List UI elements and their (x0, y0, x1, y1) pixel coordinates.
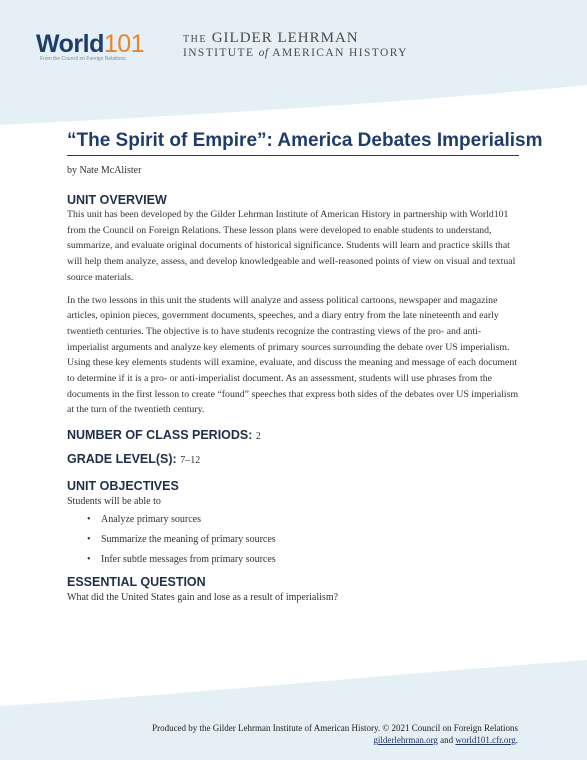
unit-objectives-intro: Students will be able to (67, 496, 161, 508)
objectives-list (67, 515, 522, 565)
unit-objectives-heading: UNIT OBJECTIVES (67, 479, 179, 494)
grade-levels-line (67, 452, 522, 466)
gilder-logo-american-history: AMERICAN HISTORY (272, 47, 408, 59)
footer-links (152, 734, 518, 746)
objective-text: Infer subtle messages from primary sources (101, 554, 276, 566)
objective-item (67, 515, 522, 525)
unit-overview-paragraph-1: This unit has been developed by the Gilder Lehrman Institute of American History in partnership with World101 from the Council on Foreign Relations. These lesson plans were developed to enable students to understand, summarize, and evaluate original documents of historical significance. Students will learn and practice skills that will help them analyze, assess, and develop knowledgeable and well-reasoned points of view on visual and textual source materials. (67, 209, 516, 283)
bullet-icon: • (87, 514, 91, 526)
gilder-lehrman-logo (183, 30, 408, 59)
objective-text: Summarize the meaning of primary sources (101, 534, 276, 546)
grade-levels-value: 7–12 (180, 455, 201, 467)
world101-logo-tagline: From the Council on Foreign Relations (40, 56, 126, 62)
author-line: by Nate McAlister (67, 165, 142, 176)
world101-logo-word: World (36, 30, 104, 58)
gilder-logo-of: of (258, 47, 269, 59)
objective-text: Analyze primary sources (101, 514, 201, 526)
gilder-logo-name: GILDER LEHRMAN (211, 30, 359, 46)
unit-overview-paragraph-2: In the two lessons in this unit the students will analyze and assess political cartoons, newspaper and magazine articles, opinion pieces, government documents, speeches, and a diary entry from the late nineteenth and early twentieth centuries. The objective is to have students recognize the contrasting views of the pro- and anti-imperialist arguments and analyze key elements of primary sources surrounding the debate over US imperialism. Using these key elements students will examine, evaluate, and discuss the meaning and message of each document to determine if it is a pro- or anti-imperialist document. As an assessment, students will use phrases from the documents in the first lesson to create “found” speeches that express both sides of the debates over US imperialism at the turn of the twentieth century. (67, 294, 519, 416)
world101-link[interactable]: world101.cfr.org (455, 735, 516, 745)
bullet-icon: • (87, 534, 91, 546)
gilder-logo-the: THE (183, 34, 207, 45)
gilderlehrman-link[interactable]: gilderlehrman.org (373, 735, 438, 745)
grade-levels-label: GRADE LEVEL(S): (67, 452, 177, 467)
essential-question-text: What did the United States gain and lose as a result of imperialism? (67, 592, 339, 604)
footer-period: . (515, 735, 518, 745)
world101-logo (36, 30, 144, 59)
bullet-icon: • (87, 554, 91, 566)
essential-question-heading: ESSENTIAL QUESTION (67, 575, 206, 590)
unit-overview-heading: UNIT OVERVIEW (67, 193, 167, 207)
footer-and: and (440, 735, 454, 745)
document-title: “The Spirit of Empire”: America Debates Imperialism (67, 130, 519, 156)
class-periods-value: 2 (255, 431, 261, 443)
objective-item (67, 535, 522, 545)
world101-logo-number: 101 (103, 30, 145, 58)
main-content (67, 130, 543, 604)
objective-item (67, 555, 522, 565)
footer (152, 722, 518, 746)
gilder-logo-institute: INSTITUTE (183, 47, 255, 59)
footer-credit: Produced by the Gilder Lehrman Institute of American History. © 2021 Council on Foreign Relations (152, 723, 518, 733)
class-periods-line (67, 428, 522, 442)
class-periods-label: NUMBER OF CLASS PERIODS: (67, 428, 253, 443)
